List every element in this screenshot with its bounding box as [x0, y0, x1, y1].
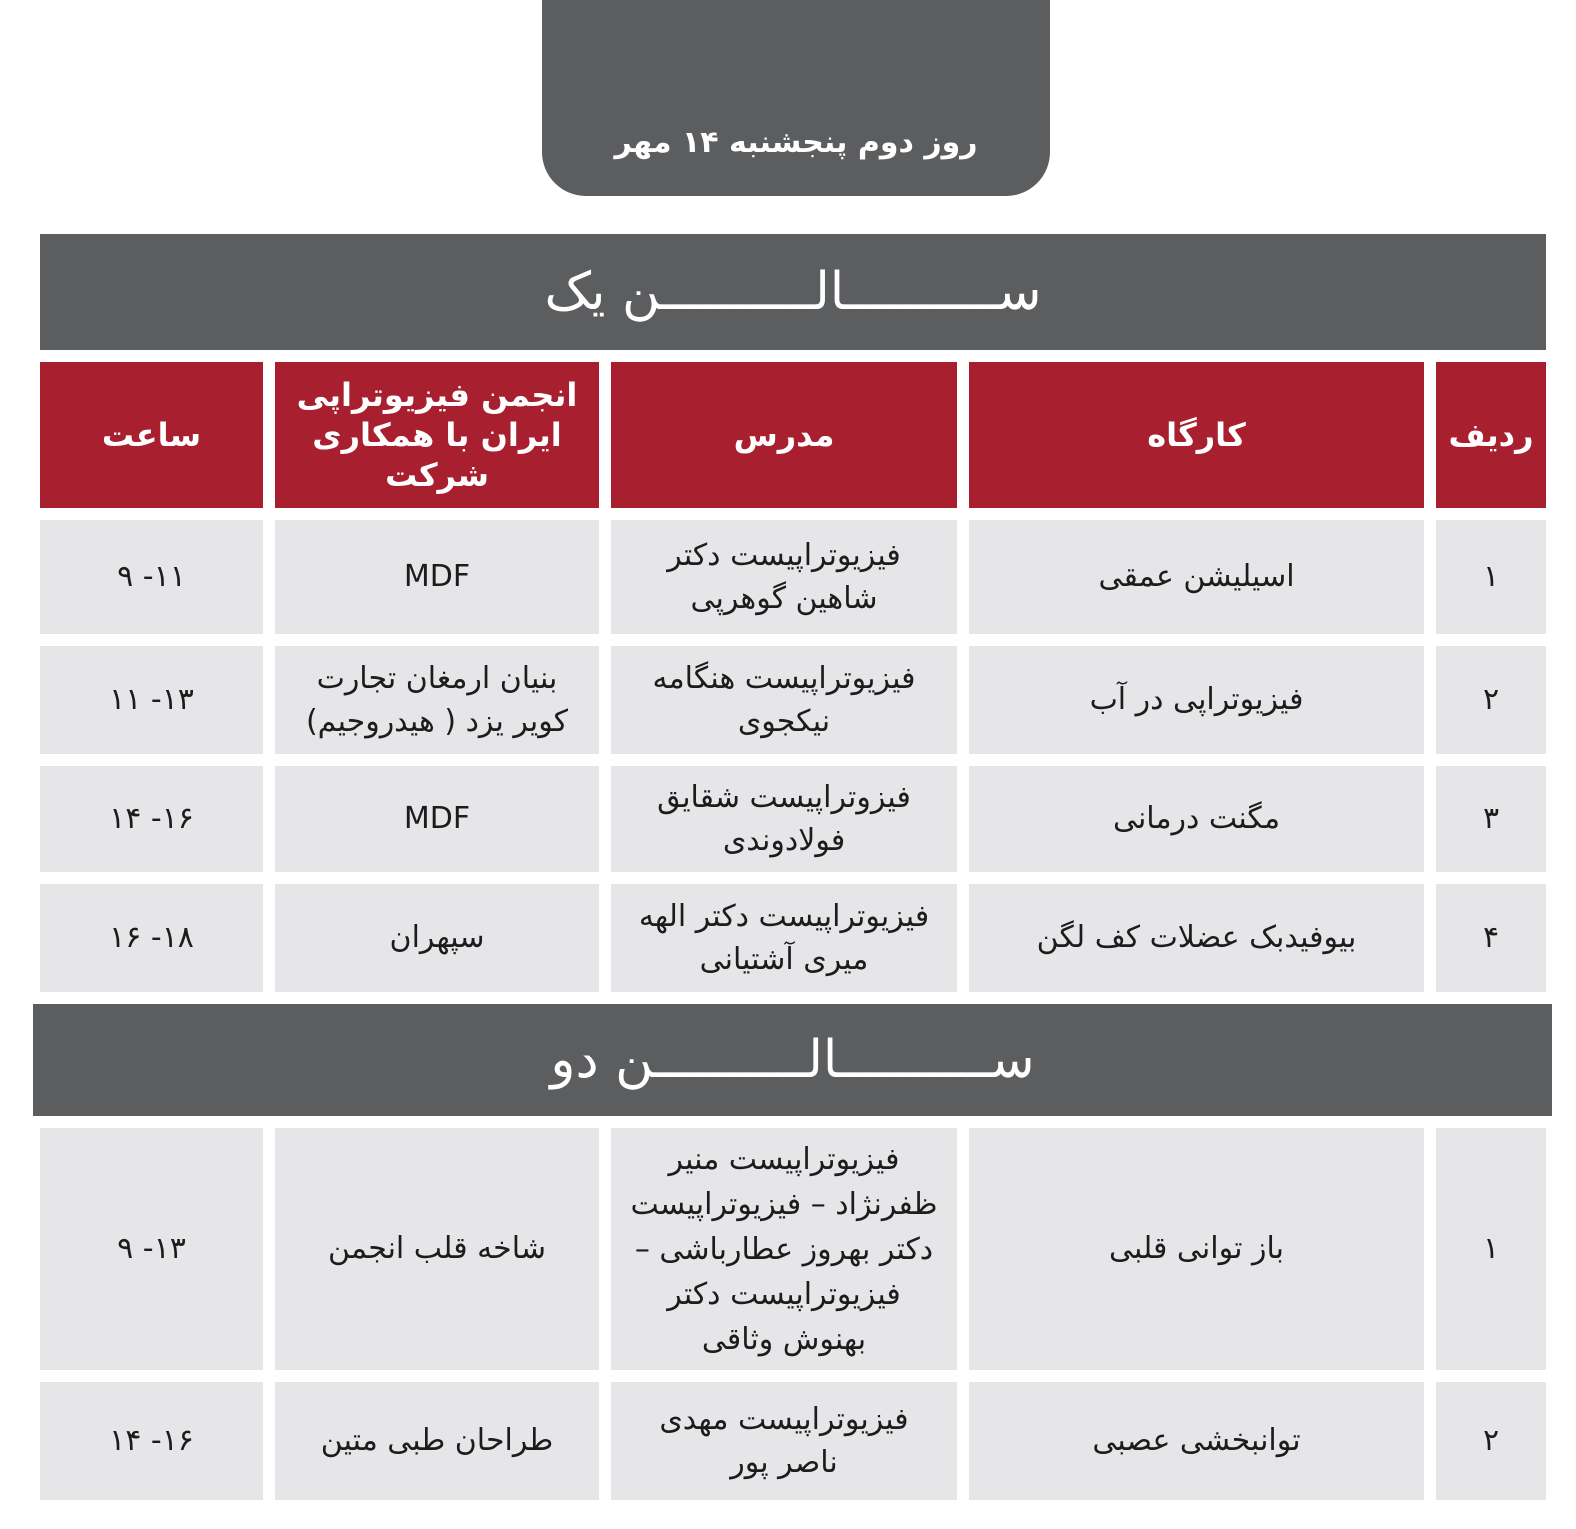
company-cell: بنیان ارمغان تجارت کویر یزد ( هیدروجیم)	[275, 646, 599, 754]
hall-one-bar	[40, 234, 1546, 350]
instructor-cell: فیزیوتراپیست منیر ظفرنژاد – فیزیوتراپیست دکتر بهروز عطارباشی – فیزیوتراپیست دکتر بهنوش وثاقی	[611, 1128, 957, 1370]
time-cell: ۱۸- ۱۶	[40, 884, 263, 992]
hall-two-bar	[33, 1004, 1552, 1116]
header-time: ساعت	[40, 362, 263, 508]
workshop-cell: فیزیوتراپی در آب	[969, 646, 1424, 754]
time-cell: ۱۶- ۱۴	[40, 766, 263, 872]
instructor-cell: فیزیوتراپیست مهدی ناصر پور	[611, 1382, 957, 1500]
company-cell: MDF	[275, 520, 599, 634]
workshop-cell: اسیلیشن عمقی	[969, 520, 1424, 634]
workshop-cell: باز توانی قلبی	[969, 1128, 1424, 1370]
workshop-cell: توانبخشی عصبی	[969, 1382, 1424, 1500]
header-instructor: مدرس	[611, 362, 957, 508]
header-row-number: ردیف	[1436, 362, 1546, 508]
instructor-cell: فیزیوتراپیست دکتر شاهین گوهرپی	[611, 520, 957, 634]
instructor-cell: فیزوتراپیست شقایق فولادوندی	[611, 766, 957, 872]
header-workshop: کارگاه	[969, 362, 1424, 508]
hall-two-title: ســــــــــالــــــــــن دو	[550, 1030, 1035, 1090]
workshop-cell: بیوفیدبک عضلات کف لگن	[969, 884, 1424, 992]
row-number: ۲	[1436, 1382, 1546, 1500]
company-cell: شاخه قلب انجمن	[275, 1128, 599, 1370]
row-number: ۱	[1436, 520, 1546, 634]
day-title-tab	[542, 0, 1050, 196]
company-cell: سپهران	[275, 884, 599, 992]
time-cell: ۱۳- ۹	[40, 1128, 263, 1370]
time-cell: ۱۳- ۱۱	[40, 646, 263, 754]
instructor-cell: فیزیوتراپیست هنگامه نیکجوی	[611, 646, 957, 754]
header-company: انجمن فیزیوتراپی ایران با همکاری شرکت	[275, 362, 599, 508]
instructor-cell: فیزیوتراپیست دکتر الهه میری آشتیانی	[611, 884, 957, 992]
company-cell: طراحان طبی متین	[275, 1382, 599, 1500]
time-cell: ۱۶- ۱۴	[40, 1382, 263, 1500]
row-number: ۱	[1436, 1128, 1546, 1370]
row-number: ۲	[1436, 646, 1546, 754]
hall-one-title: ســــــــــالــــــــــن یک	[544, 262, 1042, 322]
row-number: ۴	[1436, 884, 1546, 992]
time-cell: ۱۱- ۹	[40, 520, 263, 634]
row-number: ۳	[1436, 766, 1546, 872]
day-title: روز دوم پنجشنبه ۱۴ مهر	[614, 125, 978, 160]
company-cell: MDF	[275, 766, 599, 872]
workshop-cell: مگنت درمانی	[969, 766, 1424, 872]
